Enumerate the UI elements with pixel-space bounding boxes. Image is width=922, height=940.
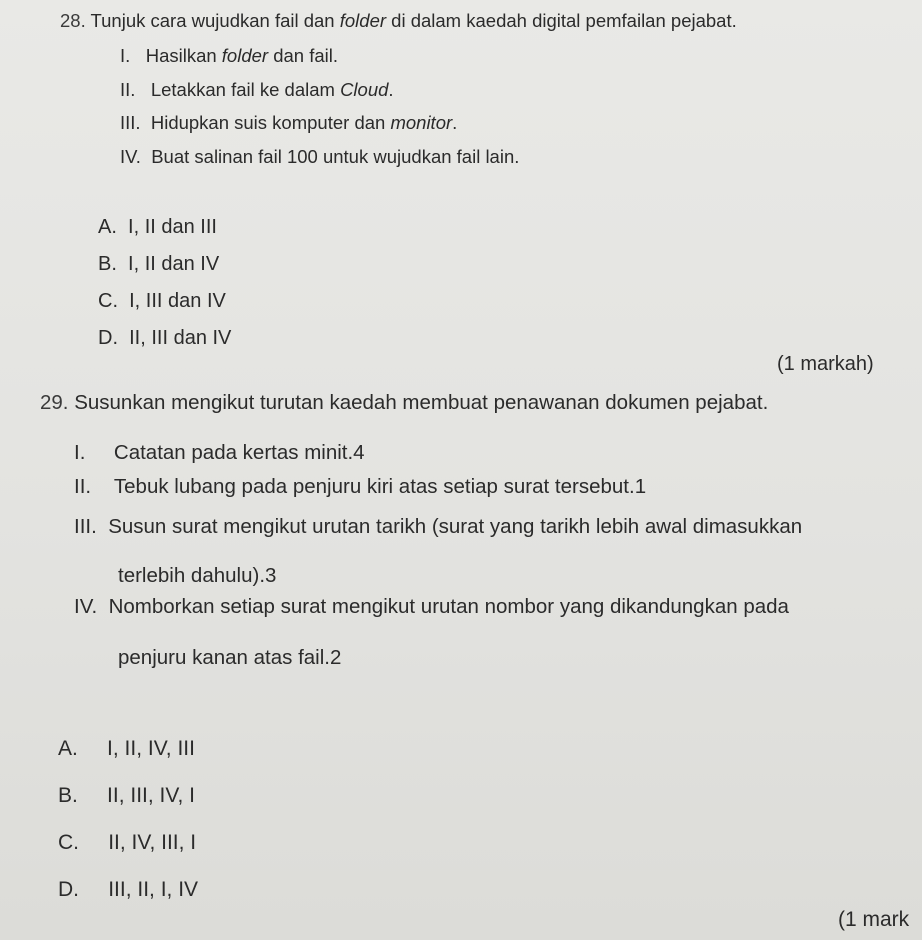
q28-statement-3-text-a: Hidupkan suis komputer dan	[150, 112, 391, 133]
q29-option-d[interactable]	[58, 879, 198, 900]
q29-statement-4-text-line1: Nomborkan setiap surat mengikut urutan nombor yang dikandungkan pada	[108, 595, 789, 618]
q29-number: 29.	[40, 391, 69, 414]
q29-option-b-text: II, III, IV, I	[107, 784, 195, 807]
q28-statement-1-text-a: Hasilkan	[145, 45, 222, 66]
q28-statement-3-text-b: .	[452, 112, 458, 133]
q29-statement-2-text: Tebuk lubang pada penjuru kiri atas setiap surat tersebut.1	[113, 475, 647, 498]
q28-statement-2-emphasis: Cloud	[340, 79, 389, 100]
q29-option-b-letter: B.	[58, 784, 78, 807]
q28-statement-3	[120, 114, 457, 133]
q28-statement-2-numeral: II.	[120, 79, 136, 100]
q29-statement-2-numeral: II.	[74, 475, 92, 498]
q28-number: 28.	[60, 10, 86, 31]
q28-statement-2	[120, 81, 394, 100]
q28-option-c-text: I, III dan IV	[129, 290, 226, 312]
q28-option-b-letter: B.	[98, 253, 117, 275]
q29-stem	[40, 393, 768, 414]
q29-option-d-text: III, II, I, IV	[108, 878, 199, 901]
q28-option-d[interactable]	[98, 328, 231, 348]
q28-option-a-text: I, II dan III	[128, 216, 217, 238]
q28-stem	[60, 12, 737, 31]
q29-marks: (1 mark	[838, 908, 910, 931]
q28-statement-4	[120, 148, 519, 167]
q29-statement-1	[74, 443, 365, 464]
q29-option-c[interactable]	[58, 832, 196, 853]
q28-marks: (1 markah)	[777, 353, 874, 375]
q28-stem-emphasis: folder	[339, 10, 387, 31]
q28-statement-2-text-b: .	[388, 79, 394, 100]
q28-option-b-text: I, II dan IV	[128, 253, 220, 275]
q28-statement-2-text-a: Letakkan fail ke dalam	[150, 79, 341, 100]
q28-stem-text-b: di dalam kaedah digital pemfailan pejabat.	[386, 10, 737, 31]
q28-statement-4-numeral: IV.	[120, 146, 141, 167]
q29-statement-3-text-line1: Susun surat mengikut urutan tarikh (surat yang tarikh lebih awal dimasukkan	[108, 515, 803, 538]
q28-option-a-letter: A.	[98, 216, 117, 238]
q29-statement-1-text: Catatan pada kertas minit.4	[113, 441, 365, 464]
q29-option-a[interactable]	[58, 738, 195, 759]
q29-statement-4-line2: penjuru kanan atas fail.2	[118, 646, 342, 669]
q29-statement-4	[74, 597, 789, 618]
q29-option-a-letter: A.	[58, 737, 78, 760]
q28-option-a[interactable]	[98, 217, 217, 237]
q29-statement-3	[74, 517, 802, 538]
q29-option-b[interactable]	[58, 785, 195, 806]
q28-statement-1	[120, 47, 338, 66]
q28-statement-1-emphasis: folder	[221, 45, 269, 66]
q28-statement-4-text-a: Buat salinan fail 100 untuk wujudkan fail lain.	[151, 146, 520, 167]
q29-statement-3-numeral: III.	[74, 515, 97, 538]
q28-option-b[interactable]	[98, 254, 219, 274]
q29-option-a-text: I, II, IV, III	[107, 737, 195, 760]
q29-statement-3-line2: terlebih dahulu).3	[118, 564, 277, 587]
q28-statement-1-text-b: dan fail.	[268, 45, 339, 66]
q29-statement-4-numeral: IV.	[74, 595, 98, 618]
q28-option-c-letter: C.	[98, 290, 118, 312]
q29-option-c-letter: C.	[58, 831, 79, 854]
q28-statement-1-numeral: I.	[120, 45, 131, 66]
q29-statement-1-numeral: I.	[74, 441, 86, 464]
q28-option-c[interactable]	[98, 291, 226, 311]
q28-option-d-letter: D.	[98, 327, 118, 349]
q28-option-d-text: II, III dan IV	[129, 327, 232, 349]
q29-statement-2	[74, 477, 646, 498]
q29-option-d-letter: D.	[58, 878, 79, 901]
q29-stem-text: Susunkan mengikut turutan kaedah membuat penawanan dokumen pejabat.	[74, 391, 769, 414]
q28-statement-3-emphasis: monitor	[390, 112, 453, 133]
q29-option-c-text: II, IV, III, I	[108, 831, 197, 854]
q28-stem-text-a: Tunjuk cara wujudkan fail dan	[90, 10, 340, 31]
q28-statement-3-numeral: III.	[120, 112, 141, 133]
